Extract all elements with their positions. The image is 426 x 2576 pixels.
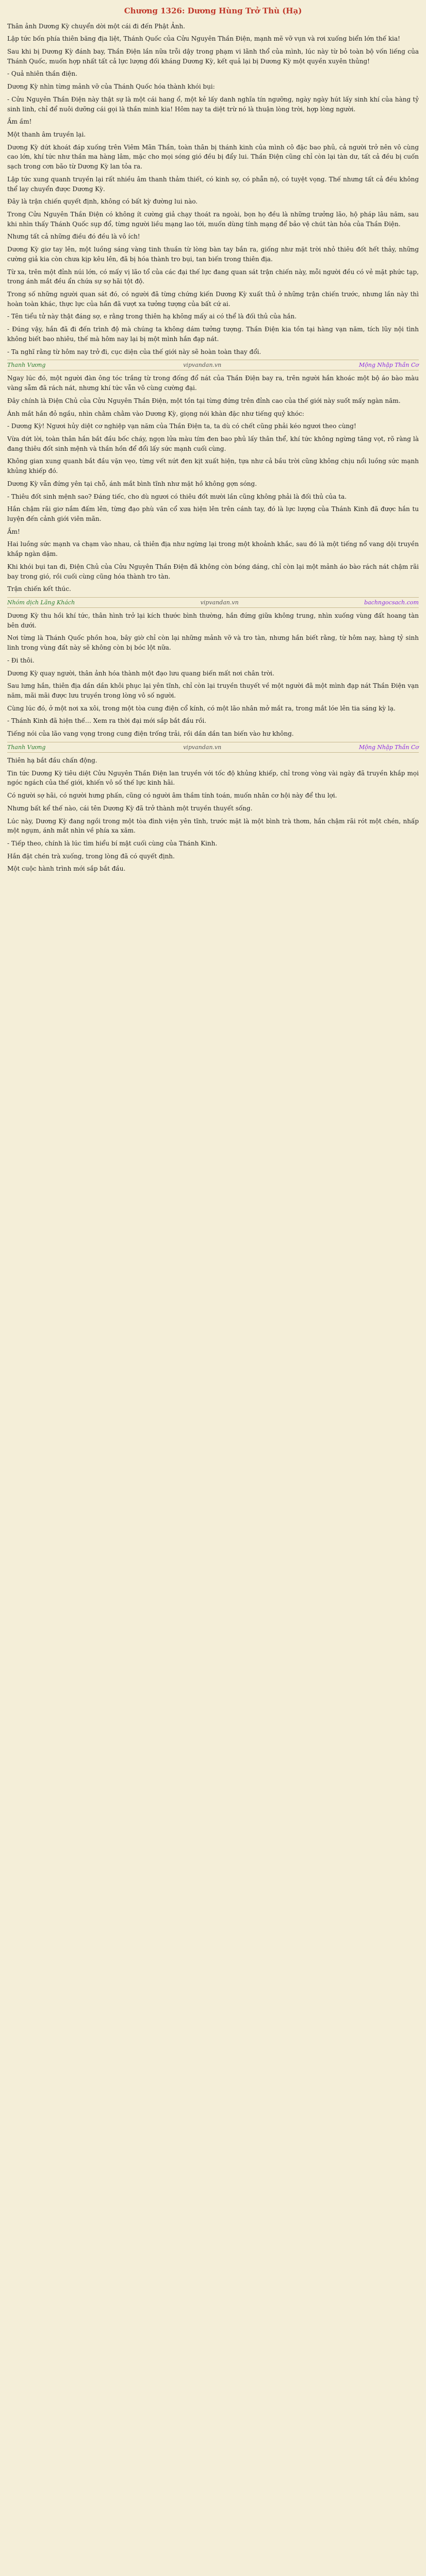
paragraph: Một cuộc hành trình mới sắp bắt đầu. [7,865,126,873]
chapter-page [0,0,426,892]
paragraph: - Đúng vậy, hắn đã đi đến trình độ mà chúng ta không dám tưởng tượng. Thần Điện kia tồn tại hàng vạn năm, tích lũy nội tình không biết bao nhiêu, thế mà hôm nay lại bị một mình hắn đạp nát. [7,326,419,343]
paragraph: Dương Kỳ nhìn từng mảnh vỡ của Thánh Quốc hóa thành khói bụi: [7,83,215,91]
paragraph: Có người sợ hãi, có người hưng phấn, cũng có người âm thầm tính toán, muốn nhân cơ hội này để thu lợi. [7,792,337,800]
paragraph: Ánh mắt hắn đỏ ngầu, nhìn chằm chằm vào Dương Kỳ, giọng nói khàn đặc như tiếng quỷ khóc: [7,410,304,417]
paragraph: Lúc này, Dương Kỳ đang ngồi trong một tòa đình viện yên tĩnh, trước mặt là một bình trà thơm, hắn chậm rãi rót một chén, nhấp một ngụm, ánh mắt nhìn về phía xa xăm. [7,817,419,835]
divider-mid-text: vipvandan.vn [183,743,222,751]
paragraph: Trận chiến kết thúc. [7,585,71,593]
paragraph: Ngay lúc đó, một người đàn ông tóc trắng từ trong đống đổ nát của Thần Điện bay ra, trên người hắn khoác một bộ áo bào màu vàng sẫm đã rách nát, nhưng khí tức vẫn vô cùng cường đại. [7,375,419,392]
paragraph: Sau khi bị Dương Kỳ đánh bay, Thần Điện lần nữa trỗi dậy trong phạm vi lãnh thổ của mình, lúc này từ bỏ toàn bộ vốn liếng của Thánh Quốc, muốn hợp nhất tất cả lực lượng đối kháng Dương Kỳ, kết quả lại bị Dương Kỳ một quyền xuyên thủng! [7,47,419,65]
paragraph: Một thanh âm truyền lại. [7,130,86,138]
divider-right-text: Mộng Nhập Thần Cơ [358,743,419,751]
section-divider [7,742,419,753]
paragraph: Từ xa, trên một đỉnh núi lớn, có mấy vị lão tổ của các đại thế lực đang quan sát trận chiến này, mỗi người đều có vẻ mặt phức tạp, trong ánh mắt đều ẩn chứa sự sợ hãi tột độ. [7,268,419,285]
divider-mid-text: vipvandan.vn [183,362,222,369]
paragraph: Đây chính là Điện Chủ của Cửu Nguyên Thần Điện, một tồn tại từng đứng trên đỉnh cao của thế giới này suốt mấy ngàn năm. [7,397,401,404]
paragraph: Lập tức xung quanh truyền lại rất nhiều âm thanh thảm thiết, có kinh sợ, có phẫn nộ, có tuyệt vọng. Thế nhưng tất cả đều không thể lay chuyển được Dương Kỳ. [7,175,419,193]
paragraph: Hắn chậm rãi giơ nắm đấm lên, từng đạo phù văn cổ xưa hiện lên trên cánh tay, đó là lực lượng của Thánh Kinh đã được hắn tu luyện đến cảnh giới viên mãn. [7,505,419,522]
chapter-title: Chương 1326: Dương Hùng Trở Thù (Hạ) [124,6,302,15]
paragraph: Lập tức bốn phía thiên băng địa liệt, Thánh Quốc của Cửu Nguyên Thần Điện, mạnh mẽ vỡ vụn và rơi xuống biển lớn thế kia! [7,35,400,43]
paragraph: Dương Kỳ giơ tay lên, một luồng sáng vàng tinh thuần từ lòng bàn tay bắn ra, giống như mặt trời nhỏ thiêu đốt hết thảy, những cường giả kia còn chưa kịp kêu lên, đã bị hóa thành tro bụi, tan biến trong thiên địa. [7,246,419,263]
paragraph: Nhưng tất cả những điều đó đều là vô ích! [7,233,140,241]
paragraph: Tiếng nói của lão vang vọng trong cung điện trống trải, rồi dần dần tan biến vào hư không. [7,730,294,738]
paragraph: Dương Kỳ dứt khoát đáp xuống trên Viêm Mãn Thần, toàn thân bị thánh kinh của mình cô đặc bao phủ, cả người trở nên vô cùng cao lớn, khí tức như thần ma hàng lâm, mặc cho mọi sóng gió đều bị đẩy lui. Thần Điện cũng chỉ còn lại tàn dư, tất cả đều bị cuốn sạch trong cơn bão từ Dương Kỳ lan tỏa ra. [7,143,419,171]
paragraph: - Thánh Kinh đã hiện thế… Xem ra thời đại mới sắp bắt đầu rồi. [7,717,207,725]
divider-left-text: Thanh Vương [7,362,46,369]
paragraph: Dương Kỳ quay người, thân ảnh hóa thành một đạo lưu quang biến mất nơi chân trời. [7,669,274,677]
divider-right-text: bachngocsach.com [364,599,419,606]
paragraph: Hắn đặt chén trà xuống, trong lòng đã có quyết định. [7,852,175,860]
paragraph: Trong Cửu Nguyên Thần Điện có không ít cường giả chạy thoát ra ngoài, bọn họ đều là những trưởng lão, hộ pháp lâu năm, sau khi nhìn thấy Thánh Quốc sụp đổ, từng người liều mạng lao tới, muốn dùng tính mạng để bảo vệ chút tàn hỏa của Thần Điện. [7,211,419,228]
divider-left-text: Thanh Vương [7,743,46,751]
paragraph: Sau lưng hắn, thiên địa dần dần khôi phục lại yên tĩnh, chỉ còn lại truyền thuyết về một người đã một mình đạp nát Thần Điện vạn năm, mãi mãi được lưu truyền trong lòng vô số người. [7,682,419,700]
paragraph: Thiên hạ bắt đầu chấn động. [7,756,97,764]
section-divider [7,360,419,370]
divider-mid-text: vipvandan.vn [200,599,239,606]
divider-right-text: Mộng Nhập Thần Cơ [358,362,419,369]
paragraph: - Tên tiểu tử này thật đáng sợ, e rằng trong thiên hạ không mấy ai có thể là đối thủ của hắn. [7,313,297,320]
paragraph: Đây là trận chiến quyết định, không có bất kỳ đường lui nào. [7,198,198,206]
paragraph: Khi khói bụi tan đi, Điện Chủ của Cửu Nguyên Thần Điện đã không còn bóng dáng, chỉ còn lại một mảnh áo bào rách nát chậm rãi bay trong gió, rồi cuối cùng cũng hóa thành tro tàn. [7,563,419,580]
paragraph: Tin tức Dương Kỳ tiêu diệt Cửu Nguyên Thần Điện lan truyền với tốc độ khủng khiếp, chỉ trong vòng vài ngày đã truyền khắp mọi ngóc ngách của thế giới, khiến vô số thế lực kinh hãi. [7,769,419,787]
paragraph: Dương Kỳ thu hồi khí tức, thân hình trở lại kích thước bình thường, hắn đứng giữa không trung, nhìn xuống vùng đất hoang tàn bên dưới. [7,612,419,629]
paragraph: Vừa dứt lời, toàn thân hắn bắt đầu bốc cháy, ngọn lửa màu tím đen bao phủ lấy thân thể, khí tức không ngừng tăng vọt, rõ ràng là đang thiêu đốt sinh mệnh và thần hồn để đổi lấy sức mạnh cuối cùng. [7,435,419,452]
paragraph: - Đi thôi. [7,656,35,664]
paragraph: - Quả nhiên thần điện. [7,70,77,78]
divider-left-text: Nhóm dịch Lãng Khách [7,599,75,606]
paragraph: - Dương Kỳ! Ngươi hủy diệt cơ nghiệp vạn năm của Thần Điện ta, ta dù có chết cũng phải kéo ngươi theo cùng! [7,422,356,430]
paragraph: Không gian xung quanh bắt đầu vặn vẹo, từng vết nứt đen kịt xuất hiện, tựa như cả bầu trời cũng không chịu nổi luồng sức mạnh khủng khiếp đó. [7,457,419,475]
paragraph: - Cửu Nguyên Thần Điện này thật sự là một cái hang ổ, một kẻ lấy danh nghĩa tín ngưỡng, ngày ngày hút lấy sinh khí của hàng tỷ sinh linh, chỉ để nuôi dưỡng cái gọi là thần minh kia! Hôm nay ta diệt trừ nó là thuận lòng trời, hợp lòng người. [7,95,419,113]
paragraph: Ầm! [7,528,20,535]
paragraph: Trong số những người quan sát đó, có người đã từng chứng kiến Dương Kỳ xuất thủ ở những trận chiến trước, nhưng lần này thì hoàn toàn khác, thực lực của hắn đã vượt xa tưởng tượng của bất cứ ai. [7,291,419,308]
paragraph: Hai luồng sức mạnh va chạm vào nhau, cả thiên địa như ngừng lại trong một khoảnh khắc, sau đó là một tiếng nổ vang dội truyền khắp ngàn dặm. [7,540,419,558]
paragraph: Nơi từng là Thánh Quốc phồn hoa, bây giờ chỉ còn lại những mảnh vỡ và tro tàn, nhưng hắn biết rằng, từ hôm nay, hàng tỷ sinh linh trong vùng đất này sẽ không còn bị bóc lột nữa. [7,634,419,652]
paragraph: Cùng lúc đó, ở một nơi xa xôi, trong một tòa cung điện cổ kính, có một lão nhân mở mắt ra, trong mắt lóe lên tia sáng kỳ lạ. [7,704,396,712]
paragraph: Ầm ầm! [7,118,32,126]
paragraph: - Ta nghĩ rằng từ hôm nay trở đi, cục diện của thế giới này sẽ hoàn toàn thay đổi. [7,348,261,355]
paragraph: - Thiêu đốt sinh mệnh sao? Đáng tiếc, cho dù ngươi có thiêu đốt mười lần cũng không phải là đối thủ của ta. [7,493,347,500]
chapter-content [7,22,419,874]
paragraph: Thân ảnh Dương Kỳ chuyển dời một cái đi đến Phật Ảnh. [7,22,185,30]
paragraph: Dương Kỳ vẫn đứng yên tại chỗ, ánh mắt bình tĩnh như mặt hồ không gợn sóng. [7,480,257,487]
paragraph: - Tiếp theo, chính là lúc tìm hiểu bí mật cuối cùng của Thánh Kinh. [7,839,218,847]
section-divider [7,597,419,608]
paragraph: Nhưng bất kể thế nào, cái tên Dương Kỳ đã trở thành một truyền thuyết sống. [7,804,253,812]
